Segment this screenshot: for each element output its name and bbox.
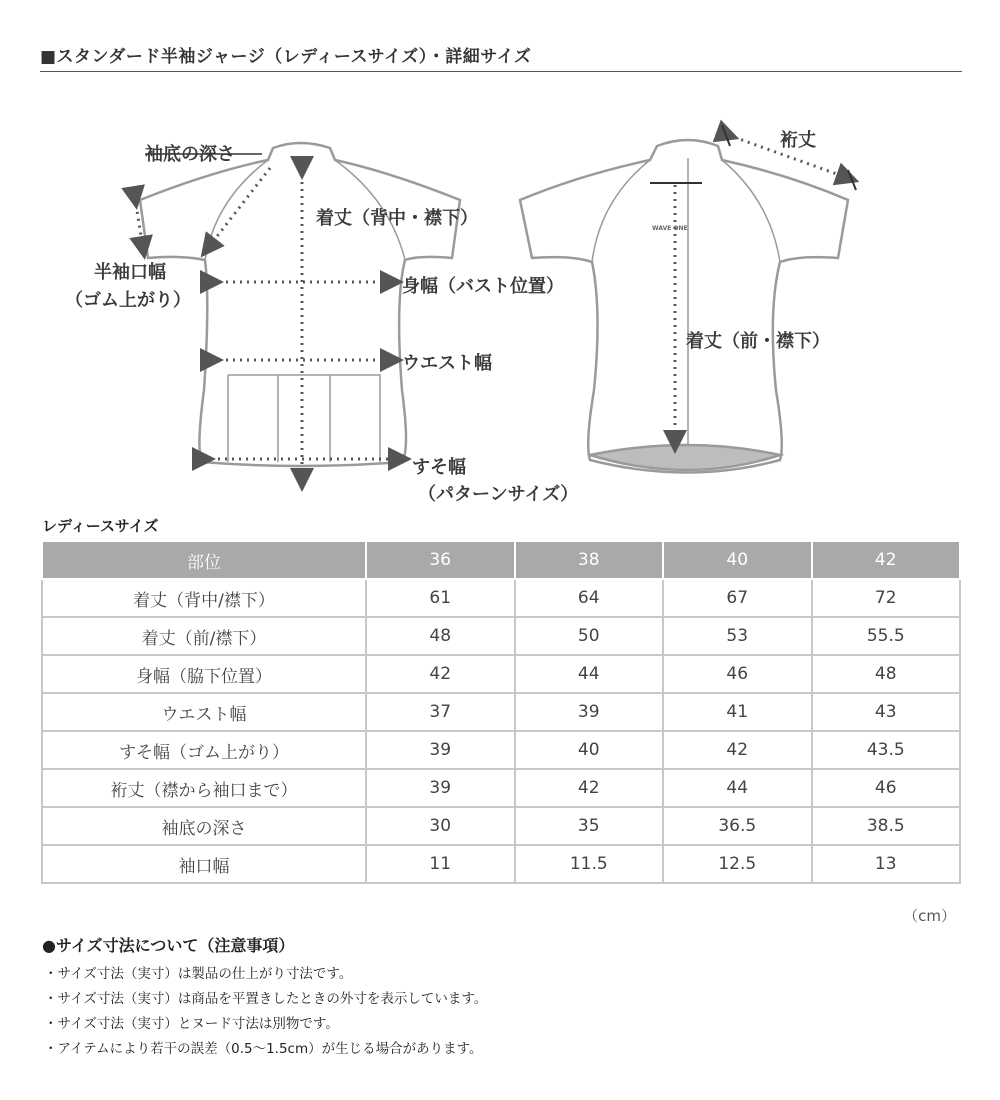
table-cell: 44 [515, 655, 664, 693]
label-sleeve-depth: 袖底の深さ [145, 144, 235, 165]
table-cell: ウエスト幅 [42, 693, 366, 731]
table-cell: 39 [366, 769, 515, 807]
jersey-diagram [0, 90, 1000, 510]
table-cell: 64 [515, 579, 664, 617]
label-sleeve-length: 裄丈 [780, 130, 816, 151]
table-cell: 35 [515, 807, 664, 845]
table-cell: 72 [812, 579, 961, 617]
table-cell: 40 [515, 731, 664, 769]
table-cell: 38.5 [812, 807, 961, 845]
table-cell: 43.5 [812, 731, 961, 769]
table-caption: レディースサイズ [42, 517, 159, 535]
table-cell: 61 [366, 579, 515, 617]
header-cell: 部位 [42, 541, 366, 579]
table-cell: 53 [663, 617, 812, 655]
table-cell: 42 [663, 731, 812, 769]
table-row [42, 845, 960, 883]
table-cell: 11.5 [515, 845, 664, 883]
note-item: ・アイテムにより若干の誤差（0.5〜1.5cm）が生じる場合があります。 [44, 1041, 483, 1057]
label-length-front: 着丈（前・襟下） [686, 331, 830, 352]
note-item: ・サイズ寸法（実寸）は商品を平置きしたときの外寸を表示しています。 [44, 991, 488, 1007]
label-hem-sub: （パターンサイズ） [418, 484, 579, 505]
note-item: ・サイズ寸法（実寸）は製品の仕上がり寸法です。 [44, 966, 353, 982]
table-cell: 12.5 [663, 845, 812, 883]
label-waist: ウエスト幅 [402, 353, 492, 374]
header-cell: 36 [366, 541, 515, 579]
table-cell: 着丈（前/襟下） [42, 617, 366, 655]
header-cell: 42 [812, 541, 961, 579]
table-row [42, 655, 960, 693]
table-cell: 44 [663, 769, 812, 807]
table-cell: 裄丈（襟から袖口まで） [42, 769, 366, 807]
label-hem: すそ幅 [412, 457, 466, 478]
table-row [42, 807, 960, 845]
size-table [41, 540, 961, 884]
header-cell: 38 [515, 541, 664, 579]
table-cell: 42 [515, 769, 664, 807]
table-row [42, 731, 960, 769]
table-cell: 39 [366, 731, 515, 769]
table-cell: すそ幅（ゴム上がり） [42, 731, 366, 769]
table-cell: 13 [812, 845, 961, 883]
table-header-row [42, 541, 960, 579]
table-cell: 37 [366, 693, 515, 731]
unit-label: （cm） [903, 907, 956, 925]
brand-logo: WAVE ONE [652, 225, 688, 232]
label-chest: 身幅（バスト位置） [402, 276, 564, 297]
notes-heading: ●サイズ寸法について（注意事項） [42, 936, 295, 955]
table-cell: 36.5 [663, 807, 812, 845]
table-cell: 42 [366, 655, 515, 693]
header-cell: 40 [663, 541, 812, 579]
table-cell: 30 [366, 807, 515, 845]
table-row [42, 693, 960, 731]
table-cell: 袖底の深さ [42, 807, 366, 845]
table-cell: 67 [663, 579, 812, 617]
table-cell: 46 [663, 655, 812, 693]
table-cell: 48 [366, 617, 515, 655]
table-cell: 46 [812, 769, 961, 807]
note-item: ・サイズ寸法（実寸）とヌード寸法は別物です。 [44, 1016, 339, 1032]
table-cell: 袖口幅 [42, 845, 366, 883]
notes-list [44, 962, 487, 1062]
page-title: ■スタンダード半袖ジャージ（レディースサイズ）・詳細サイズ [40, 47, 532, 67]
label-half-sleeve-sub: （ゴム上がり） [65, 290, 191, 311]
table-cell: 43 [812, 693, 961, 731]
title-divider [40, 71, 962, 72]
table-cell: 50 [515, 617, 664, 655]
table-cell: 48 [812, 655, 961, 693]
table-row [42, 769, 960, 807]
table-cell: 身幅（脇下位置） [42, 655, 366, 693]
table-cell: 55.5 [812, 617, 961, 655]
front-jersey [520, 140, 848, 473]
table-cell: 41 [663, 693, 812, 731]
label-half-sleeve: 半袖口幅 [94, 262, 166, 283]
table-cell: 39 [515, 693, 664, 731]
table-row [42, 579, 960, 617]
table-cell: 着丈（背中/襟下） [42, 579, 366, 617]
table-row [42, 617, 960, 655]
label-length-back: 着丈（背中・襟下） [316, 208, 478, 229]
table-cell: 11 [366, 845, 515, 883]
